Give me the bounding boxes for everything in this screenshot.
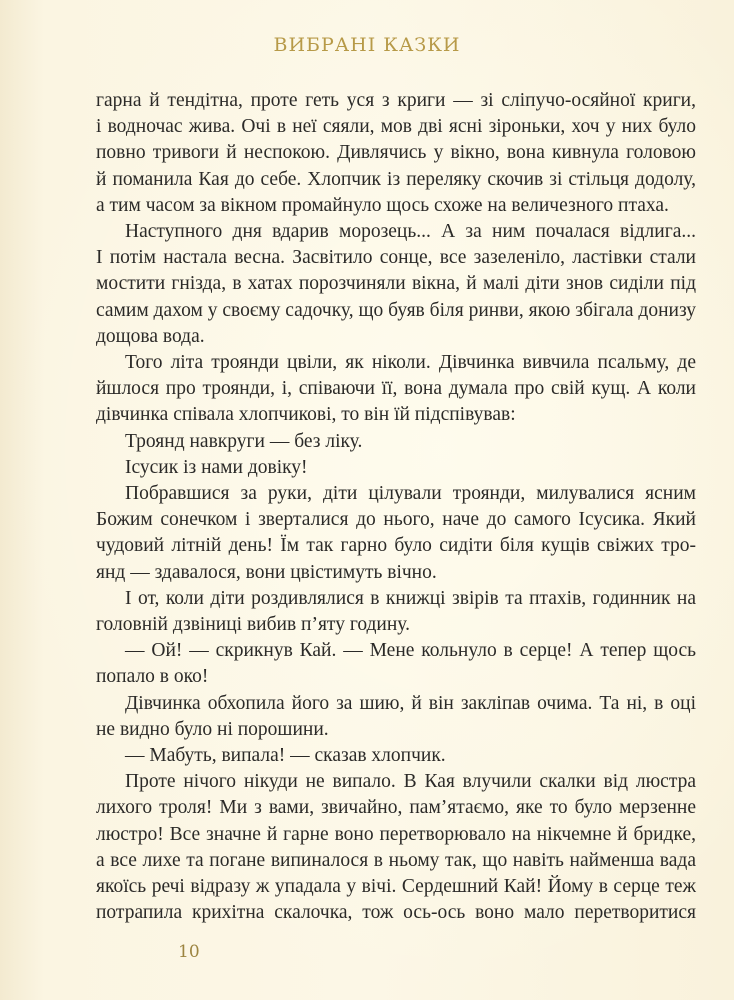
text-line: головній дзвіниці вибив п’яту годину. bbox=[96, 614, 410, 636]
text-line: — Ой! — скрикнув Кай. — Мене кольнуло в серце! А тепер щось bbox=[125, 640, 696, 662]
text-line: — Мабуть, випала! — сказав хлопчик. bbox=[125, 745, 446, 767]
text-line: люстро! Все значне й гарне воно перетворювало на нікчемне й бридке, bbox=[96, 823, 696, 845]
text-line: повно тривоги й неспокою. Дивлячись у вікно, вона кивнула головою bbox=[96, 142, 696, 164]
text-line: йшлося про троянди, і, співаючи її, вона думала про свій кущ. А коли bbox=[96, 378, 696, 400]
text-line: попало в око! bbox=[96, 666, 209, 688]
text-line: а тим часом за вікном промайнуло щось схоже на величезного птаха. bbox=[96, 194, 669, 216]
text-line: потрапила крихітна скалочка, тож ось-ось воно мало перетворитися bbox=[96, 902, 696, 924]
text-line: дощова вода. bbox=[96, 325, 205, 347]
text-line: гарна й тендітна, проте геть уся з криги — зі сліпучо-осяйної криги, bbox=[96, 90, 696, 111]
text-line: якоїсь речі відразу ж упадала у вічі. Сердешний Кай! Йому в серце теж bbox=[96, 876, 696, 898]
text-line: чудовий літній день! Їм так гарно було сидіти біля кущів свіжих тро- bbox=[96, 535, 696, 557]
text-line: Божим сонечком і зверталися до нього, наче до самого Ісусика. Який bbox=[96, 509, 696, 531]
text-line: Дівчинка обхопила його за шию, й він закліпав очима. Та ні, в оці bbox=[125, 692, 696, 714]
text-line: а все лихе та погане випиналося в ньому так, що навіть найменша вада bbox=[96, 849, 696, 871]
text-line: не видно було ні порошини. bbox=[96, 718, 329, 740]
text-line: самим дахом у своєму садочку, що буяв біля ринви, якою збігала донизу bbox=[96, 299, 696, 321]
body-text bbox=[96, 88, 696, 927]
text-line: Побравшися за руки, діти цілували троянди, милувалися ясним bbox=[125, 483, 696, 505]
text-line: янд — здавалося, вони цвістимуть вічно. bbox=[96, 561, 437, 583]
text-line: Проте нічого нікуди не випало. В Кая влучили скалки від люстра bbox=[125, 771, 696, 793]
text-line: Того літа троянди цвіли, як ніколи. Дівчинка вивчила псальму, де bbox=[125, 352, 696, 374]
verse-line: Троянд навкруги — без ліку. bbox=[125, 430, 363, 452]
text-line: й поманила Кая до себе. Хлопчик із переляку скочив зі стільця додолу, bbox=[96, 168, 696, 190]
page-number: 10 bbox=[178, 942, 200, 962]
text-line: лихого троля! Ми з вами, звичайно, пам’ятаємо, яке то було мерзенне bbox=[96, 797, 696, 819]
verse-line: Ісусик із нами довіку! bbox=[125, 456, 308, 478]
running-title: ВИБРАНІ КАЗКИ bbox=[273, 34, 461, 56]
text-line: дівчинка співала хлопчикові, то він їй підспівував: bbox=[96, 404, 516, 426]
text-line: і водночас жива. Очі в неї сяяли, мов дві ясні зіроньки, хоч у них було bbox=[96, 116, 696, 138]
text-line: мостити гнізда, в хатах порозчиняли вікна, й малі діти знов сиділи під bbox=[96, 273, 696, 295]
text-line: І потім настала весна. Засвітило сонце, все зазеленіло, ластівки стали bbox=[96, 247, 696, 269]
text-line: І от, коли діти роздивлялися в книжці звірів та птахів, годинник на bbox=[125, 587, 696, 609]
text-line: Наступного дня вдарив морозець... А за ним почалася відлига... bbox=[125, 221, 696, 243]
